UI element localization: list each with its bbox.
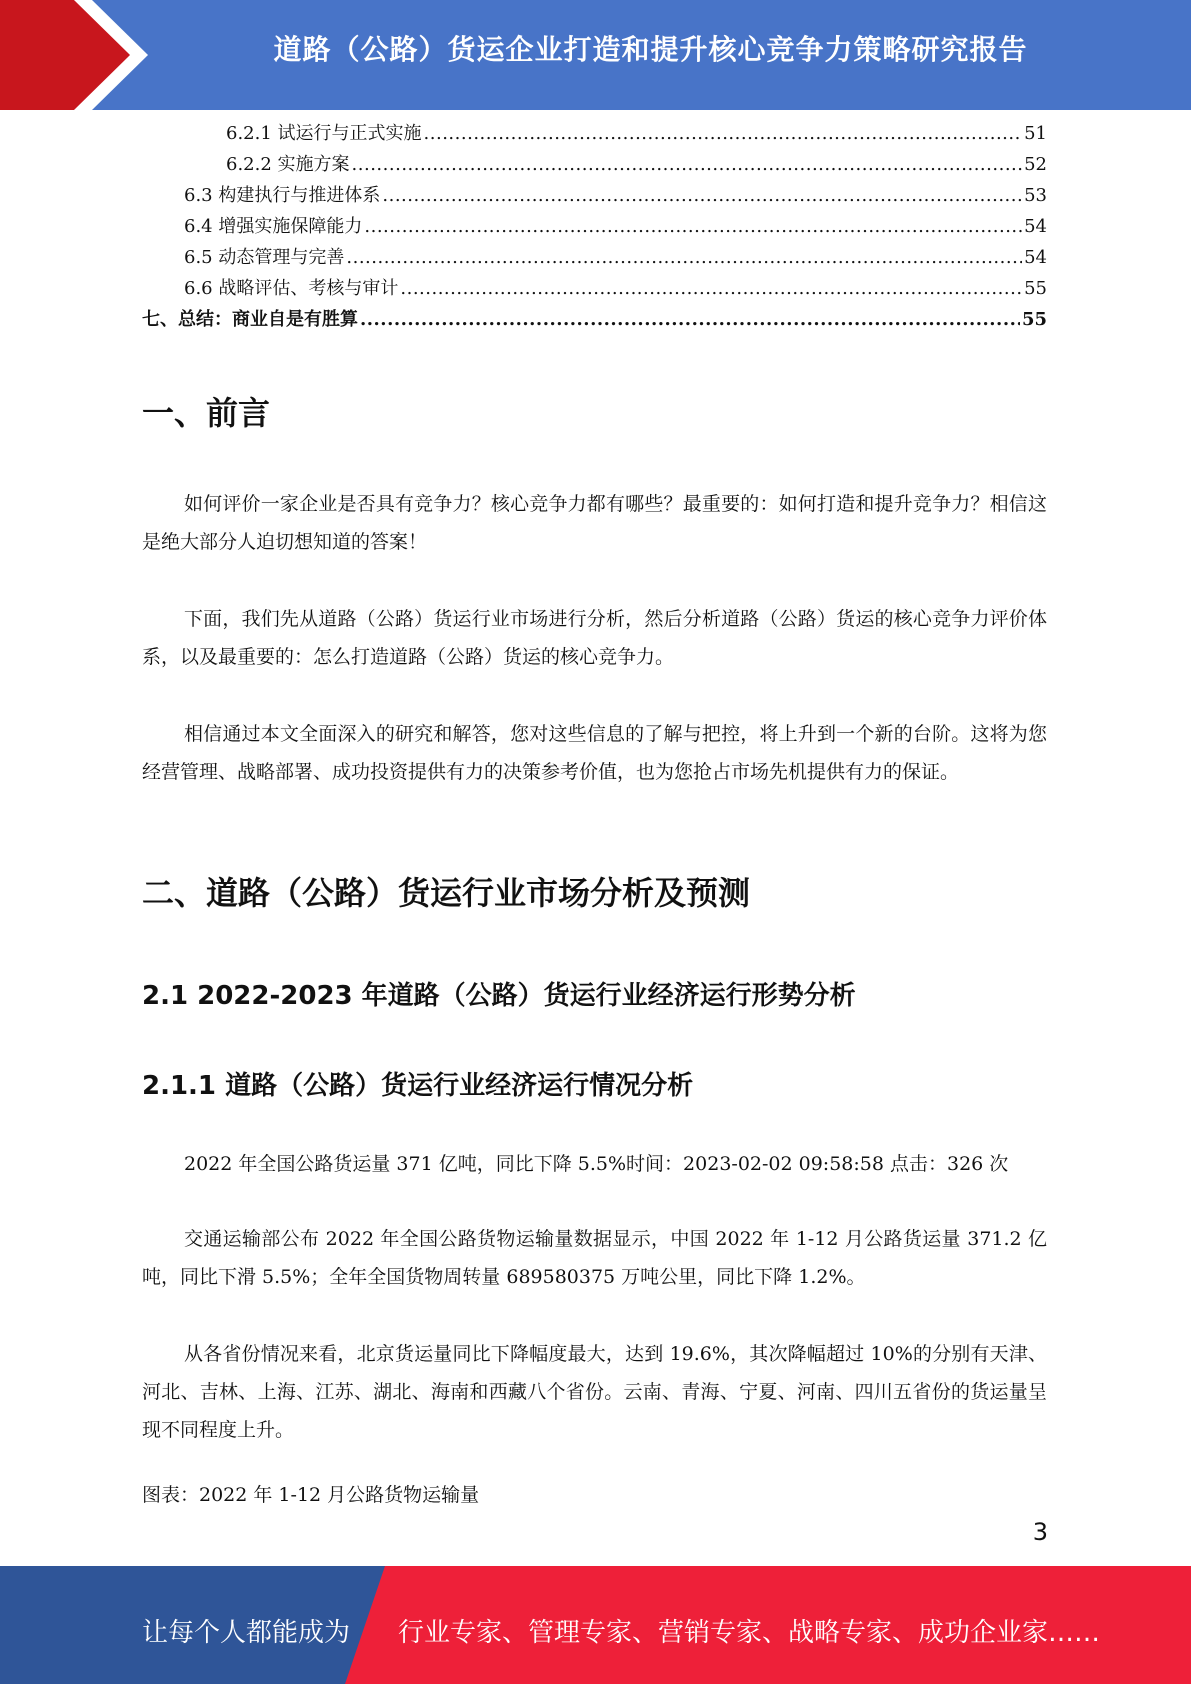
toc-page: 53 bbox=[1024, 185, 1047, 206]
toc-leader bbox=[400, 273, 1022, 304]
paragraph: 下面，我们先从道路（公路）货运行业市场进行分析，然后分析道路（公路）货运的核心竞争力评价体系，以及最重要的：怎么打造道路（公路）货运的核心竞争力。 bbox=[142, 608, 1047, 668]
toc-entry[interactable] bbox=[142, 118, 1047, 149]
report-title: 道路（公路）货运企业打造和提升核心竞争力策略研究报告 bbox=[273, 33, 1028, 66]
toc-label: 战略评估、考核与审计 bbox=[218, 278, 399, 299]
toc-page: 55 bbox=[1021, 309, 1047, 330]
paragraph: 交通运输部公布 2022 年全国公路货物运输量数据显示，中国 2022 年 1-12 月公路货运量 371.2 亿吨，同比下滑 5.5%；全年全国货物周转量 689580375 万吨公里，同比下降 1.2%。 bbox=[142, 1228, 1047, 1288]
toc-page: 54 bbox=[1024, 247, 1047, 268]
header-chevron-icon bbox=[0, 0, 160, 110]
page-number: 3 bbox=[1032, 1518, 1048, 1546]
toc-label: 动态管理与完善 bbox=[218, 247, 345, 268]
toc-entry[interactable] bbox=[142, 211, 1047, 242]
subsubsection-heading: 2.1.1 道路（公路）货运行业经济运行情况分析 bbox=[142, 1071, 694, 1101]
page-footer bbox=[0, 1566, 1191, 1684]
toc-entry[interactable] bbox=[142, 242, 1047, 273]
toc-entry[interactable] bbox=[142, 273, 1047, 304]
toc-leader bbox=[382, 180, 1022, 211]
toc-leader bbox=[346, 242, 1022, 273]
paragraph: 如何评价一家企业是否具有竞争力？核心竞争力都有哪些？最重要的：如何打造和提升竞争力？相信这是绝大部分人迫切想知道的答案！ bbox=[142, 493, 1047, 553]
paragraph: 从各省份情况来看，北京货运量同比下降幅度最大，达到 19.6%，其次降幅超过 10%的分别有天津、河北、吉林、上海、江苏、湖北、海南和西藏八个省份。云南、青海、宁夏、河南、四川五省份的货运量呈现不同程度上升。 bbox=[142, 1343, 1047, 1441]
toc-leader bbox=[360, 304, 1020, 335]
toc-number: 6.2.1 bbox=[226, 123, 272, 144]
footer-slogan-left: 让每个人都能成为 bbox=[142, 1618, 351, 1648]
toc-entry[interactable] bbox=[142, 149, 1047, 180]
toc-number: 6.5 bbox=[184, 247, 213, 268]
toc-label: 增强实施保障能力 bbox=[218, 216, 363, 237]
footer-slogan-right: 行业专家、管理专家、营销专家、战略专家、成功企业家…… bbox=[398, 1618, 1101, 1648]
section-heading-market: 二、道路（公路）货运行业市场分析及预测 bbox=[142, 874, 751, 912]
paragraph: 2022 年全国公路货运量 371 亿吨，同比下降 5.5%时间：2023-02-02 09:58:58 点击：326 次 bbox=[184, 1153, 1009, 1175]
toc-leader bbox=[352, 149, 1023, 180]
toc-number: 6.4 bbox=[184, 216, 213, 237]
section-heading-preface: 一、前言 bbox=[142, 394, 271, 432]
subsection-heading: 2.1 2022-2023 年道路（公路）货运行业经济运行形势分析 bbox=[142, 981, 856, 1011]
toc-page: 54 bbox=[1024, 216, 1047, 237]
toc-number: 6.2.2 bbox=[226, 154, 272, 175]
toc-entry[interactable] bbox=[142, 304, 1047, 335]
toc-label: 实施方案 bbox=[277, 154, 350, 175]
toc-number: 七、 bbox=[142, 309, 178, 330]
figure-caption: 图表：2022 年 1-12 月公路货物运输量 bbox=[142, 1484, 480, 1506]
toc-leader bbox=[364, 211, 1022, 242]
toc-number: 6.3 bbox=[184, 185, 213, 206]
toc-label: 总结：商业自是有胜算 bbox=[178, 309, 358, 330]
table-of-contents bbox=[142, 118, 1047, 335]
toc-page: 55 bbox=[1024, 278, 1047, 299]
toc-number: 6.6 bbox=[184, 278, 213, 299]
toc-entry[interactable] bbox=[142, 180, 1047, 211]
toc-page: 51 bbox=[1024, 123, 1047, 144]
toc-label: 构建执行与推进体系 bbox=[218, 185, 381, 206]
page-header bbox=[0, 0, 1191, 110]
toc-page: 52 bbox=[1024, 154, 1047, 175]
paragraph: 相信通过本文全面深入的研究和解答，您对这些信息的了解与把控，将上升到一个新的台阶。这将为您经营管理、战略部署、成功投资提供有力的决策参考价值，也为您抢占市场先机提供有力的保证。 bbox=[142, 723, 1047, 783]
toc-leader bbox=[424, 118, 1023, 149]
toc-label: 试运行与正式实施 bbox=[277, 123, 422, 144]
